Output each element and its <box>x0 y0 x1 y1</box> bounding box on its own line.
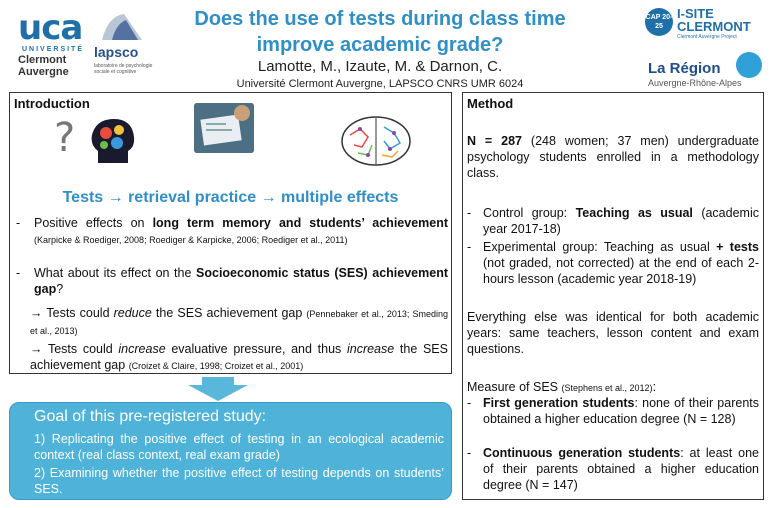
region-logo <box>648 50 770 90</box>
intro-bullet-2: - What about its effect on the Socioeconomic status (SES) achievement gap? <box>16 266 448 296</box>
method-continuous-generation: - Continuous generation students: at least one of their parents obtained a higher education degree (N = 147) <box>467 446 760 492</box>
isite-line1: I-SITE <box>677 6 714 21</box>
down-arrow-icon <box>186 377 250 401</box>
method-sample: N = 287 (248 women; 37 men) undergraduate psychology students enrolled in a methodology class. <box>467 134 759 180</box>
isite-line3: Clermont Auvergne Project <box>677 34 737 40</box>
brain-network-icon <box>340 115 412 167</box>
introduction-panel <box>9 92 452 374</box>
cap-badge: CAP 20-25 <box>645 8 673 36</box>
question-mark-icon: ? <box>54 115 76 161</box>
isite-logo <box>645 6 770 46</box>
uca-line1: UNIVERSITÉ <box>22 46 85 53</box>
poster-title <box>170 6 590 58</box>
method-control-group: - Control group: Teaching as usual (academic year 2017-18) <box>467 206 759 236</box>
region-emblem-icon <box>736 52 762 78</box>
lapsco-subtitle: laboratoire de psychologie sociale et cognitive <box>94 63 153 75</box>
goal-item-1: 1) Replicating the positive effect of testing in an ecological academic context (real class context, real exam grade) <box>34 432 444 462</box>
intro-bullet-1: - Positive effects on long term memory and students’ achievement (Karpicke & Roediger, 2008; Roediger & Karpicke, 2006; Roediger et al., 2011) <box>16 216 449 245</box>
intro-sub-point-1: → Tests could reduce the SES achievement gap (Pennebaker et al., 2013; Smeding et al., 2013) <box>30 306 448 336</box>
lapsco-name: lapsco <box>94 44 139 60</box>
goal-panel <box>9 402 452 500</box>
goal-item-2: 2) Examining whether the positive effect of testing depends on students’ SES. <box>34 466 444 496</box>
method-experimental-group: - Experimental group: Teaching as usual + tests (not graded, not corrected) at the end of each 2-hours lesson (academic year 2018-19) <box>467 240 759 286</box>
tests-retrieval-line: Tests → retrieval practice → multiple effects <box>62 189 399 206</box>
title-line-1: Does the use of tests during class time <box>194 8 566 30</box>
method-ses-measure: Measure of SES (Stephens et al., 2012): <box>467 380 657 394</box>
students-photo <box>194 103 254 153</box>
goal-title: Goal of this pre-registered study: <box>34 408 267 425</box>
region-line2: Auvergne-Rhône-Alpes <box>648 78 742 88</box>
uca-line3: Auvergne <box>18 66 69 78</box>
authors: Lamotte, M., Izaute, M. & Darnon, C. <box>257 58 503 75</box>
head-gears-icon <box>88 117 138 165</box>
method-identical: Everything else was identical for both academic years: same teachers, lesson content and exam questions. <box>467 310 759 356</box>
method-heading: Method <box>467 96 514 111</box>
title-line-2: improve academic grade? <box>256 34 504 56</box>
isite-line2: CLERMONT <box>677 19 751 34</box>
lapsco-emblem-icon <box>98 10 148 44</box>
region-line1: La Région <box>648 60 721 77</box>
method-panel <box>462 92 764 500</box>
affiliation: Université Clermont Auvergne, LAPSCO CNRS UMR 6024 <box>236 78 524 90</box>
uca-line2: Clermont <box>18 54 67 66</box>
introduction-heading: Introduction <box>14 96 90 111</box>
lapsco-logo <box>92 10 156 80</box>
intro-sub-point-2: → Tests could increase evaluative pressure, and thus increase the SES achievement gap (Croizet & Claire, 1998; Croizet et al., 2001) <box>30 342 448 372</box>
uca-logo <box>14 6 92 78</box>
method-first-generation: - First generation students: none of their parents obtained a higher education degree (N = 128) <box>467 396 759 426</box>
uca-mark: uca <box>18 8 83 48</box>
